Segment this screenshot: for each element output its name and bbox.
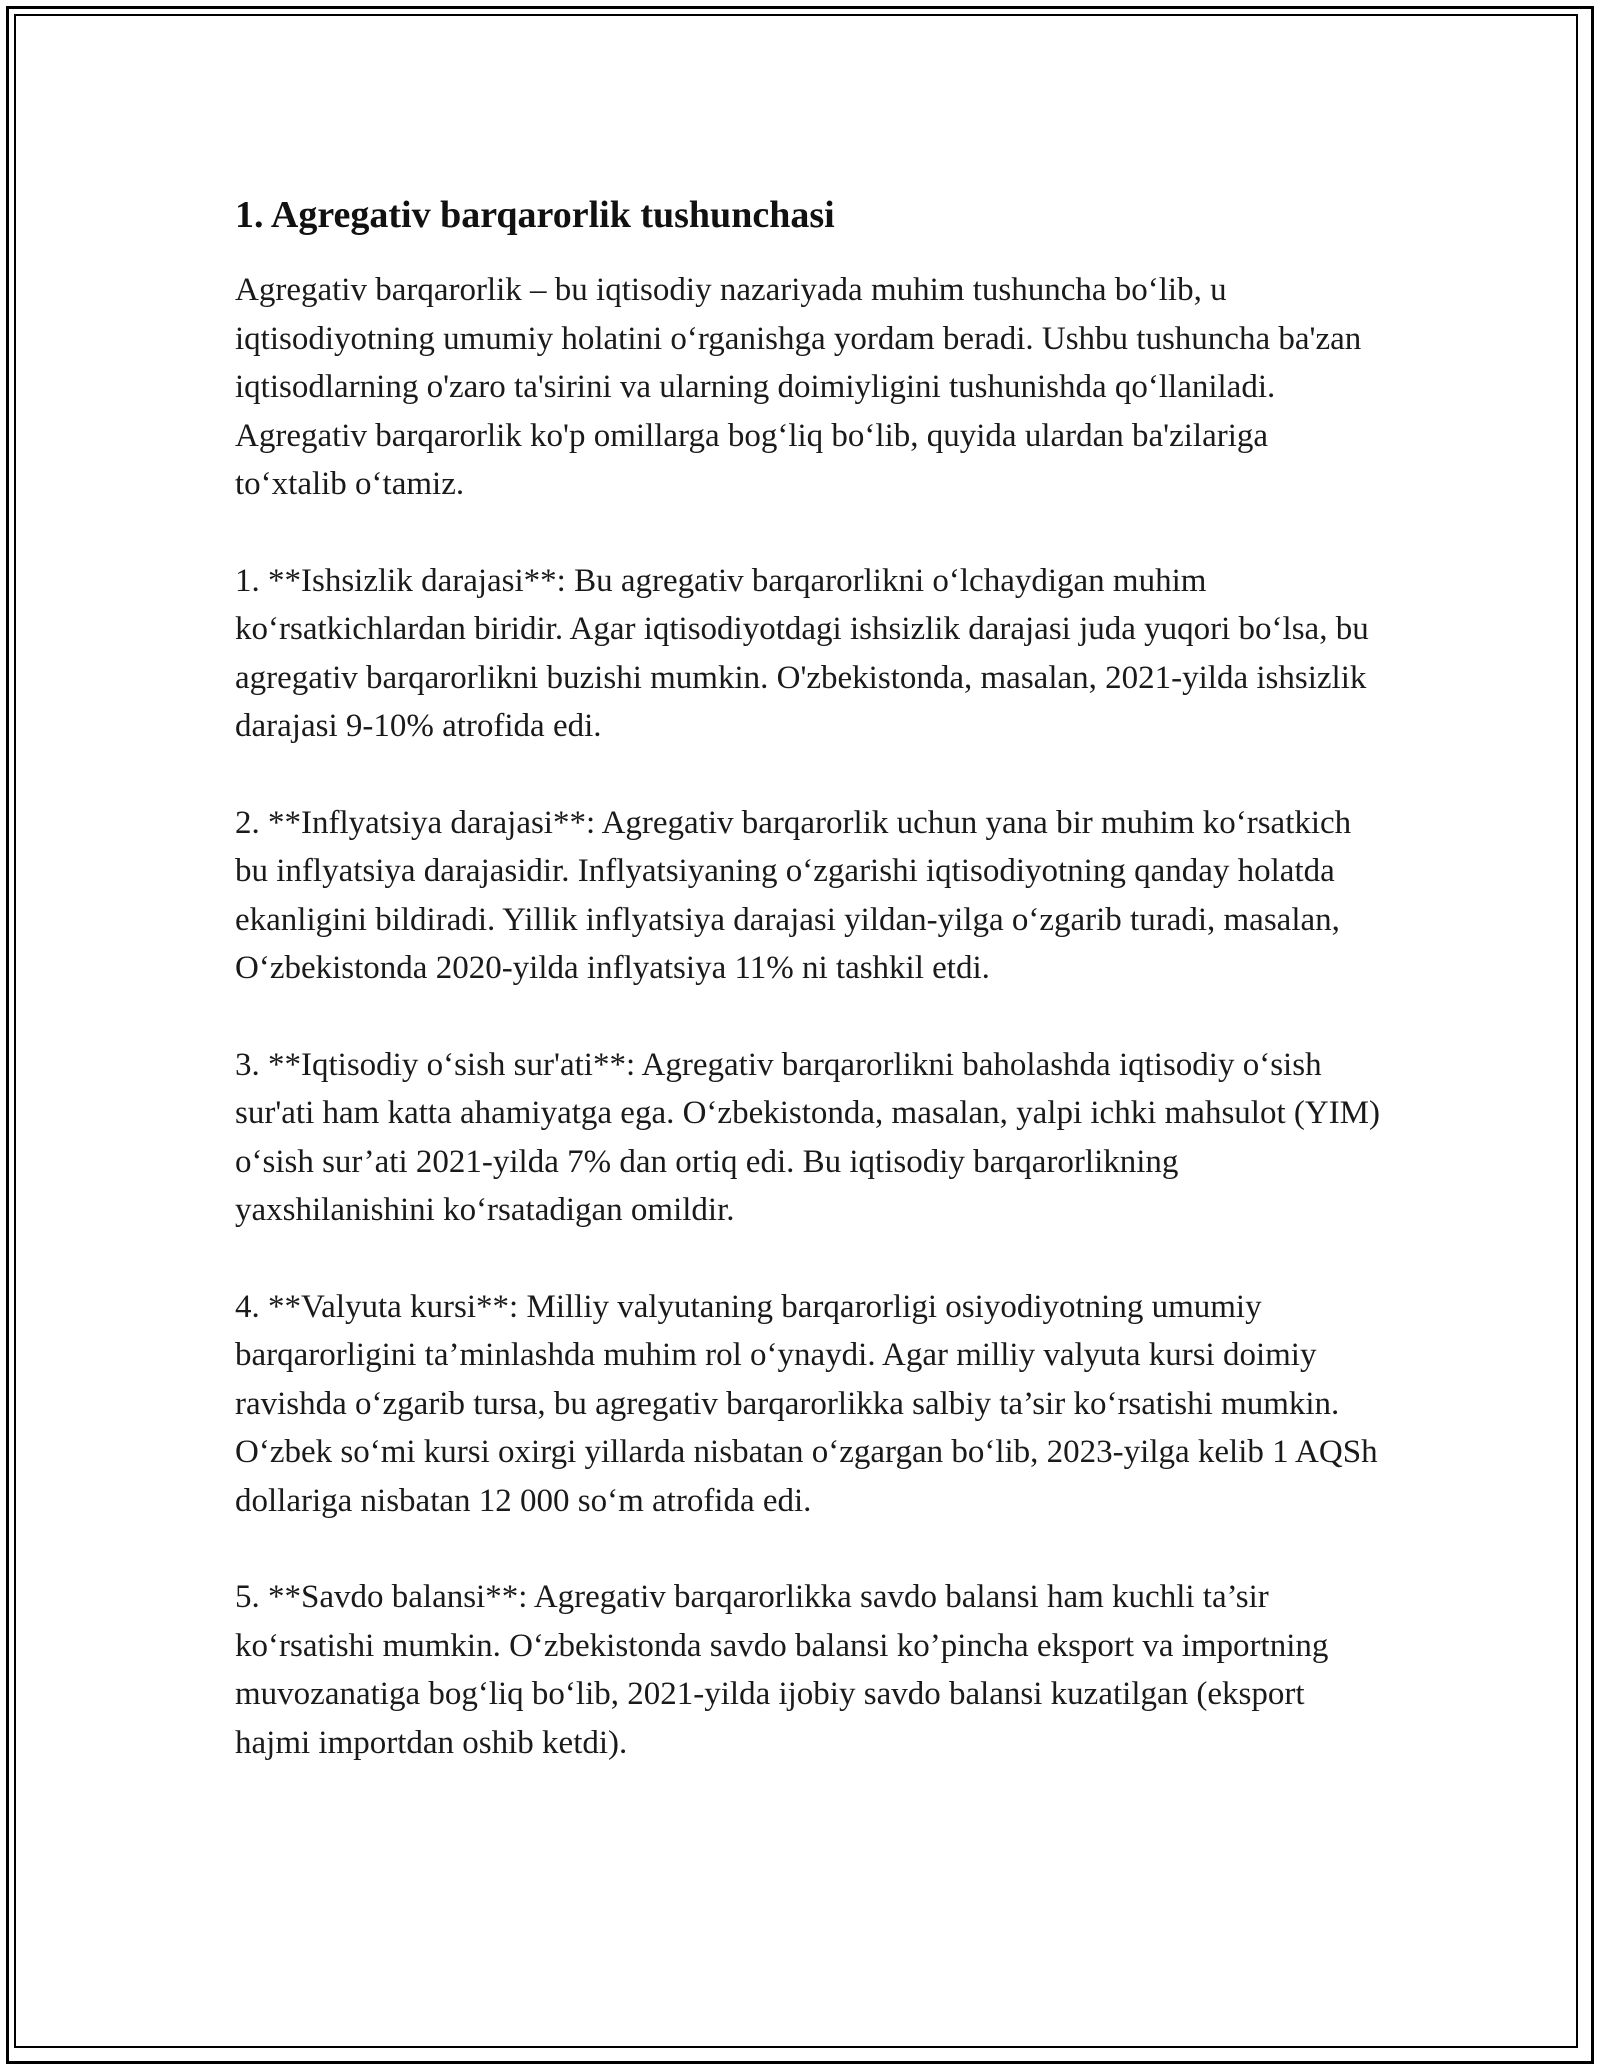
document-body <box>235 186 1385 1815</box>
paragraph-unemployment: 1. **Ishsizlik darajasi**: Bu agregativ barqarorlikni o‘lchaydigan muhim ko‘rsatkichlardan biridir. Agar iqtisodiyotdagi ishsizlik darajasi juda yuqori bo‘lsa, bu agregativ barqarorlikni buzishi mumkin. O'zbekistonda, masalan, 2021-yilda ishsizlik darajasi 9-10% atrofida edi. <box>235 562 1369 744</box>
intro-paragraph: Agregativ barqarorlik – bu iqtisodiy nazariyada muhim tushuncha bo‘lib, u iqtisodiyotning umumiy holatini o‘rganishga yordam beradi. Ushbu tushuncha ba'zan iqtisodlarning o'zaro ta'sirini va ularning doimiyligini tushunishda qo‘llaniladi. Agregativ barqarorlik ko'p omillarga bog‘liq bo‘lib, quyida ulardan ba'zilariga to‘xtalib o‘tamiz. <box>235 272 1362 502</box>
paragraph-exchange-rate: 4. **Valyuta kursi**: Milliy valyutaning barqarorligi osiyodiyotning umumiy barqarorligini ta’minlashda muhim rol o‘ynaydi. Agar milliy valyuta kursi doimiy ravishda o‘zgarib tursa, bu agregativ barqarorlikka salbiy ta’sir ko‘rsatishi mumkin. O‘zbek so‘mi kursi oxirgi yillarda nisbatan o‘zgargan bo‘lib, 2023-yilga kelib 1 AQSh dollariga nisbatan 12 000 so‘m atrofida edi. <box>235 1288 1378 1519</box>
section-heading: 1. Agregativ barqarorlik tushunchasi <box>235 194 835 236</box>
paragraph-inflation: 2. **Inflyatsiya darajasi**: Agregativ barqarorlik uchun yana bir muhim ko‘rsatkich bu inflyatsiya darajasidir. Inflyatsiyaning o‘zgarishi iqtisodiyotning qanday holatda ekanligini bildiradi. Yillik inflyatsiya darajasi yildan-yilga o‘zgarib turadi, masalan, O‘zbekistonda 2020-yilda inflyatsiya 11% ni tashkil etdi. <box>235 804 1352 986</box>
paragraph-trade-balance: 5. **Savdo balansi**: Agregativ barqarorlikka savdo balansi ham kuchli ta’sir ko‘rsatishi mumkin. O‘zbekistonda savdo balansi ko’pincha eksport va importning muvozanatiga bog‘liq bo‘lib, 2021-yilda ijobiy savdo balansi kuzatilgan (eksport hajmi importdan oshib ketdi). <box>235 1579 1329 1761</box>
paragraph-economic-growth: 3. **Iqtisodiy o‘sish sur'ati**: Agregativ barqarorlikni baholashda iqtisodiy o‘sish sur'ati ham katta ahamiyatga ega. O‘zbekistonda, masalan, yalpi ichki mahsulot (YIM) o‘sish sur’ati 2021-yilda 7% dan ortiq edi. Bu iqtisodiy barqarorlikning yaxshilanishini ko‘rsatadigan omildir. <box>235 1046 1381 1228</box>
